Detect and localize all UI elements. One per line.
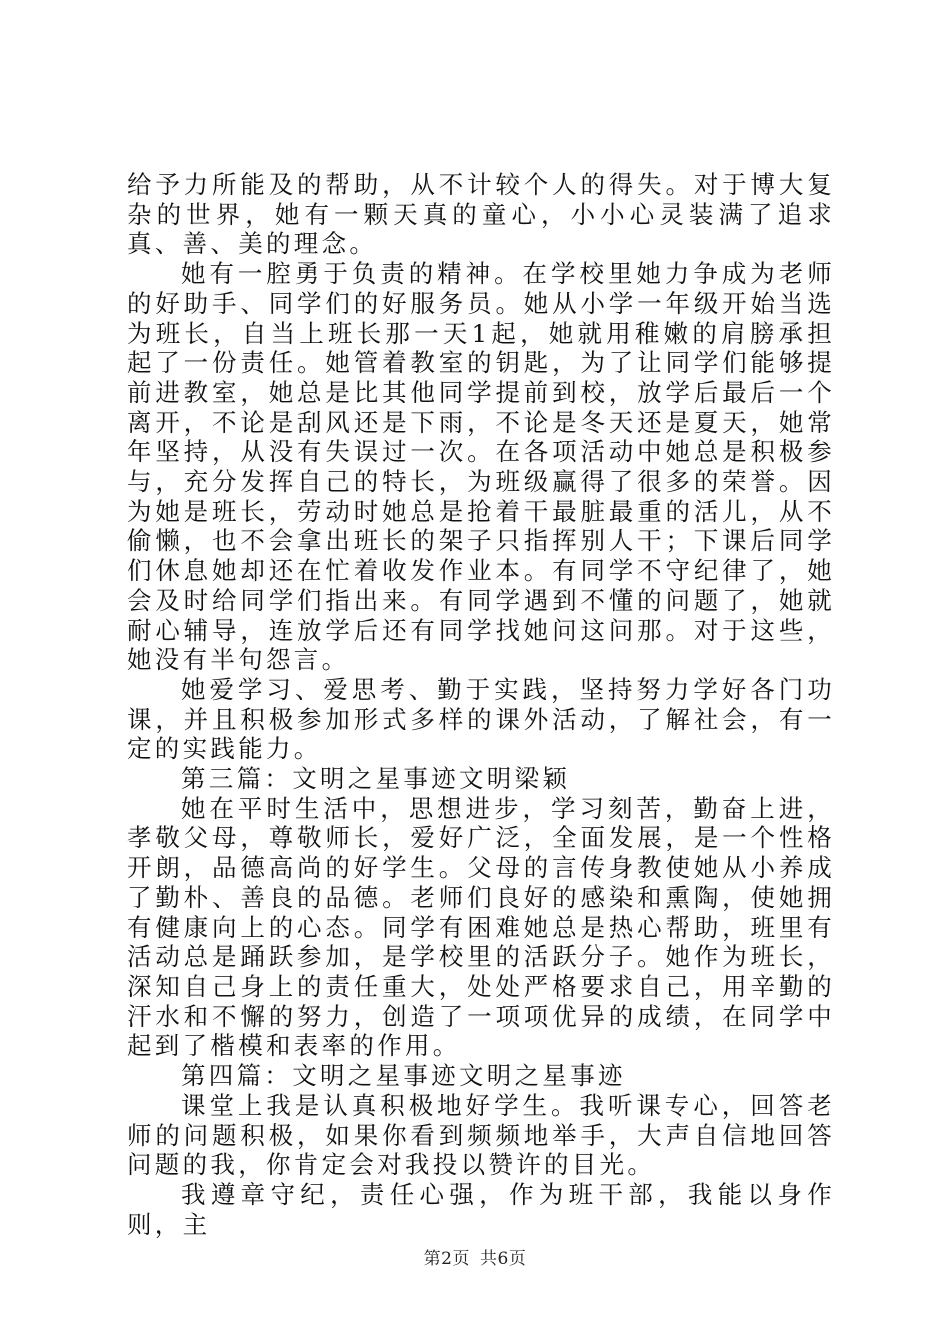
section-heading-4: 第四篇：文明之星事迹文明之星事迹 (181, 1061, 626, 1091)
paragraph-4: 她在平时生活中，思想进步，学习刻苦，勤奋上进，孝敬父母，尊敬师长，爱好广泛，全面发展，是一个性格开朗，品德高尚的好学生。父母的言传身教使她从小养成了勤朴、善良的品德。老师们良好的感染和熏陶，使她拥有健康向上的心态。同学有困难她总是热心帮助，班里有活动总是踊跃参加，是学校里的活跃分子。她作为班长，深知自己身上的责任重大，处处严格要求自己，用辛勤的汗水和不懈的努力，创造了一项项优异的成绩，在同学中起到了楷模和表率的作用。 (127, 793, 835, 1061)
section-heading-3: 第三篇：文明之星事迹文明梁颖 (181, 764, 571, 794)
document-body (127, 170, 835, 1239)
page-footer (0, 1244, 950, 1269)
page-total: 共6页 (480, 1249, 527, 1269)
paragraph-3: 她爱学习、爱思考、勤于实践，坚持努力学好各门功课，并且积极参加形式多样的课外活动，了解社会，有一定的实践能力。 (127, 674, 835, 764)
paragraph-5: 课堂上我是认真积极地好学生。我听课专心，回答老师的问题积极，如果你看到频频地举手，大声自信地回答问题的我，你肯定会对我投以赞许的目光。 (127, 1090, 835, 1180)
paragraph-2: 她有一腔勇于负责的精神。在学校里她力争成为老师的好助手、同学们的好服务员。她从小学一年级开始当选为班长，自当上班长那一天1起，她就用稚嫩的肩膀承担起了一份责任。她管着教室的钥匙，为了让同学们能够提前进教室，她总是比其他同学提前到校，放学后最后一个离开，不论是刮风还是下雨，不论是冬天还是夏天，她常年坚持，从没有失误过一次。在各项活动中她总是积极参与，充分发挥自己的特长，为班级赢得了很多的荣誉。因为她是班长，劳动时她总是抢着干最脏最重的活儿，从不偷懒，也不会拿出班长的架子只指挥别人干；下课后同学们休息她却还在忙着收发作业本。有同学不守纪律了，她会及时给同学们指出来。有同学遇到不懂的问题了，她就耐心辅导，连放学后还有同学找她问这问那。对于这些，她没有半句怨言。 (127, 259, 835, 675)
paragraph-1: 给予力所能及的帮助，从不计较个人的得失。对于博大复杂的世界，她有一颗天真的童心，小小心灵装满了追求真、善、美的理念。 (127, 170, 835, 259)
page-number: 第2页 (423, 1249, 470, 1269)
paragraph-6: 我遵章守纪，责任心强，作为班干部，我能以身作则，主 (127, 1179, 835, 1239)
